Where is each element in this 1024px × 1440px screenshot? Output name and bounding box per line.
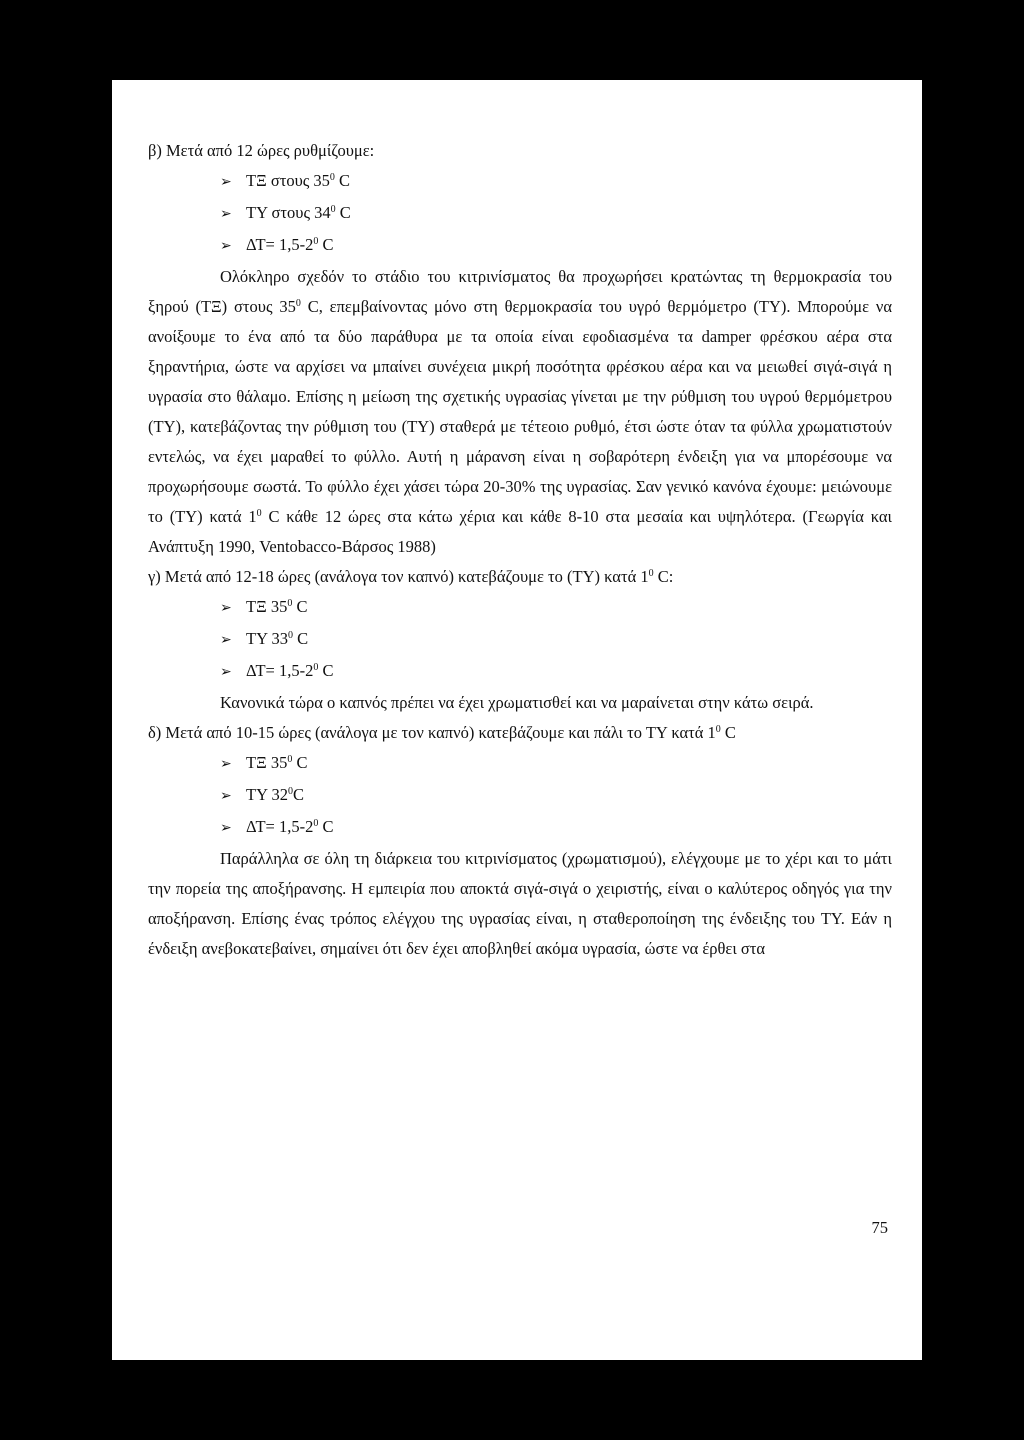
bullet-text: ΤΥ στους $34^0$ C <box>246 203 351 222</box>
arrow-bullet-icon: ➢ <box>220 207 232 222</box>
section-d-bullet-3 <box>148 812 892 844</box>
section-b-bullet-3 <box>148 230 892 262</box>
document-page <box>112 80 922 1360</box>
bullet-text: ΤΥ $33^0$ C <box>246 629 309 648</box>
arrow-bullet-icon: ➢ <box>220 821 232 836</box>
section-b-bullet-2 <box>148 198 892 230</box>
section-b-bullet-1 <box>148 166 892 198</box>
section-c-heading: γ) Μετά από 12-18 ώρες (ανάλογα τον καπνό) κατεβάζουμε το (ΤΥ) κατά $1^0$ C: <box>148 567 674 586</box>
page-number: 75 <box>871 1218 888 1237</box>
bullet-text: $\Delta T= 1,5-2^0$ C <box>246 817 334 836</box>
page-content <box>148 136 892 964</box>
section-d-paragraph: Παράλληλα σε όλη τη διάρκεια του κιτρινίσματος (χρωματισμού), ελέγχουμε με το χέρι και το μάτι την πορεία της αποξήρανσης. Η εμπειρία που αποκτά σιγά-σιγά ο χειριστής, είναι ο καλύτερος οδηγός για την αποξήρανση. Επίσης ένας τρόπος ελέγχου της υγρασίας είναι, η σταθεροποίηση της ένδειξης του ΤΥ. Εάν η ένδειξη ανεβοκατεβαίνει, σημαίνει ότι δεν έχει αποβληθεί ακόμα υγρασία, ώστε να έρθει στα <box>148 849 892 958</box>
bullet-text: ΤΥ $32^0C$ <box>246 785 305 804</box>
section-b-paragraph: Ολόκληρο σχεδόν το στάδιο του κιτρινίσματος θα προχωρήσει κρατώντας τη θερμοκρασία του ξηρού (ΤΞ) στους $35^0$ C, επεμβαίνοντας μόνο στη θερμοκρασία του υγρό θερμόμετρο (ΤΥ). Μπορούμε να ανοίξουμε το ένα από τα δύο παράθυρα με τα οποία είναι εφοδιασμένα τα damper φρέσκου αέρα στα ξηραντήρια, ώστε να αρχίσει να μπαίνει συνέχεια μικρή ποσότητα φρέσκου αέρα και να μειωθεί σιγά-σιγά η υγρασία στο θάλαμο. Επίσης η μείωση της σχετικής υγρασίας γίνεται με την ρύθμιση του υγρού θερμόμετρου (ΤΥ), κατεβάζοντας την ρύθμιση του (ΤΥ) σταθερά με τέτεοιο ρυθμό, έτσι ώστε όταν τα φύλλα χρωματιστούν εντελώς, να έχει μαραθεί το φύλλο. Αυτή η μάρανση είναι η σοβαρότερη ένδειξη για να μπορέσουμε να προχωρήσουμε σωστά. Το φύλλο έχει χάσει τώρα 20-30% της υγρασίας. Σαν γενικό κανόνα έχουμε: μειώνουμε το (ΤΥ) κατά $1^0$ C κάθε 12 ώρες στα κάτω χέρια και κάθε 8-10 στα μεσαία και υψηλότερα. (Γεωργία και Ανάπτυξη 1990, Ventobacco-Βάρσος 1988) <box>148 267 893 556</box>
bullet-text: $\Delta T= 1,5-2^0$ C <box>246 661 334 680</box>
section-c-paragraph: Κανονικά τώρα ο καπνός πρέπει να έχει χρωματισθεί και να μαραίνεται στην κάτω σειρά. <box>220 693 814 712</box>
section-d-heading: δ) Μετά από 10-15 ώρες (ανάλογα με τον καπνό) κατεβάζουμε και πάλι το ΤΥ κατά $1^0$ C <box>148 723 736 742</box>
arrow-bullet-icon: ➢ <box>220 757 232 772</box>
section-b-heading: β) Μετά από 12 ώρες ρυθμίζουμε: <box>148 141 375 160</box>
section-c-bullet-2 <box>148 624 892 656</box>
section-d-bullet-1 <box>148 748 892 780</box>
section-c-bullet-1 <box>148 592 892 624</box>
arrow-bullet-icon: ➢ <box>220 239 232 254</box>
bullet-text: ΤΞ $35^0$ C <box>246 597 308 616</box>
bullet-text: ΤΞ $35^0$ C <box>246 753 308 772</box>
arrow-bullet-icon: ➢ <box>220 665 232 680</box>
bullet-text: ΤΞ στους $35^0$ C <box>246 171 351 190</box>
section-c-bullet-3 <box>148 656 892 688</box>
arrow-bullet-icon: ➢ <box>220 789 232 804</box>
arrow-bullet-icon: ➢ <box>220 601 232 616</box>
section-d-bullet-2 <box>148 780 892 812</box>
arrow-bullet-icon: ➢ <box>220 633 232 648</box>
bullet-text: $\Delta T= 1,5-2^0$ C <box>246 235 334 254</box>
arrow-bullet-icon: ➢ <box>220 175 232 190</box>
